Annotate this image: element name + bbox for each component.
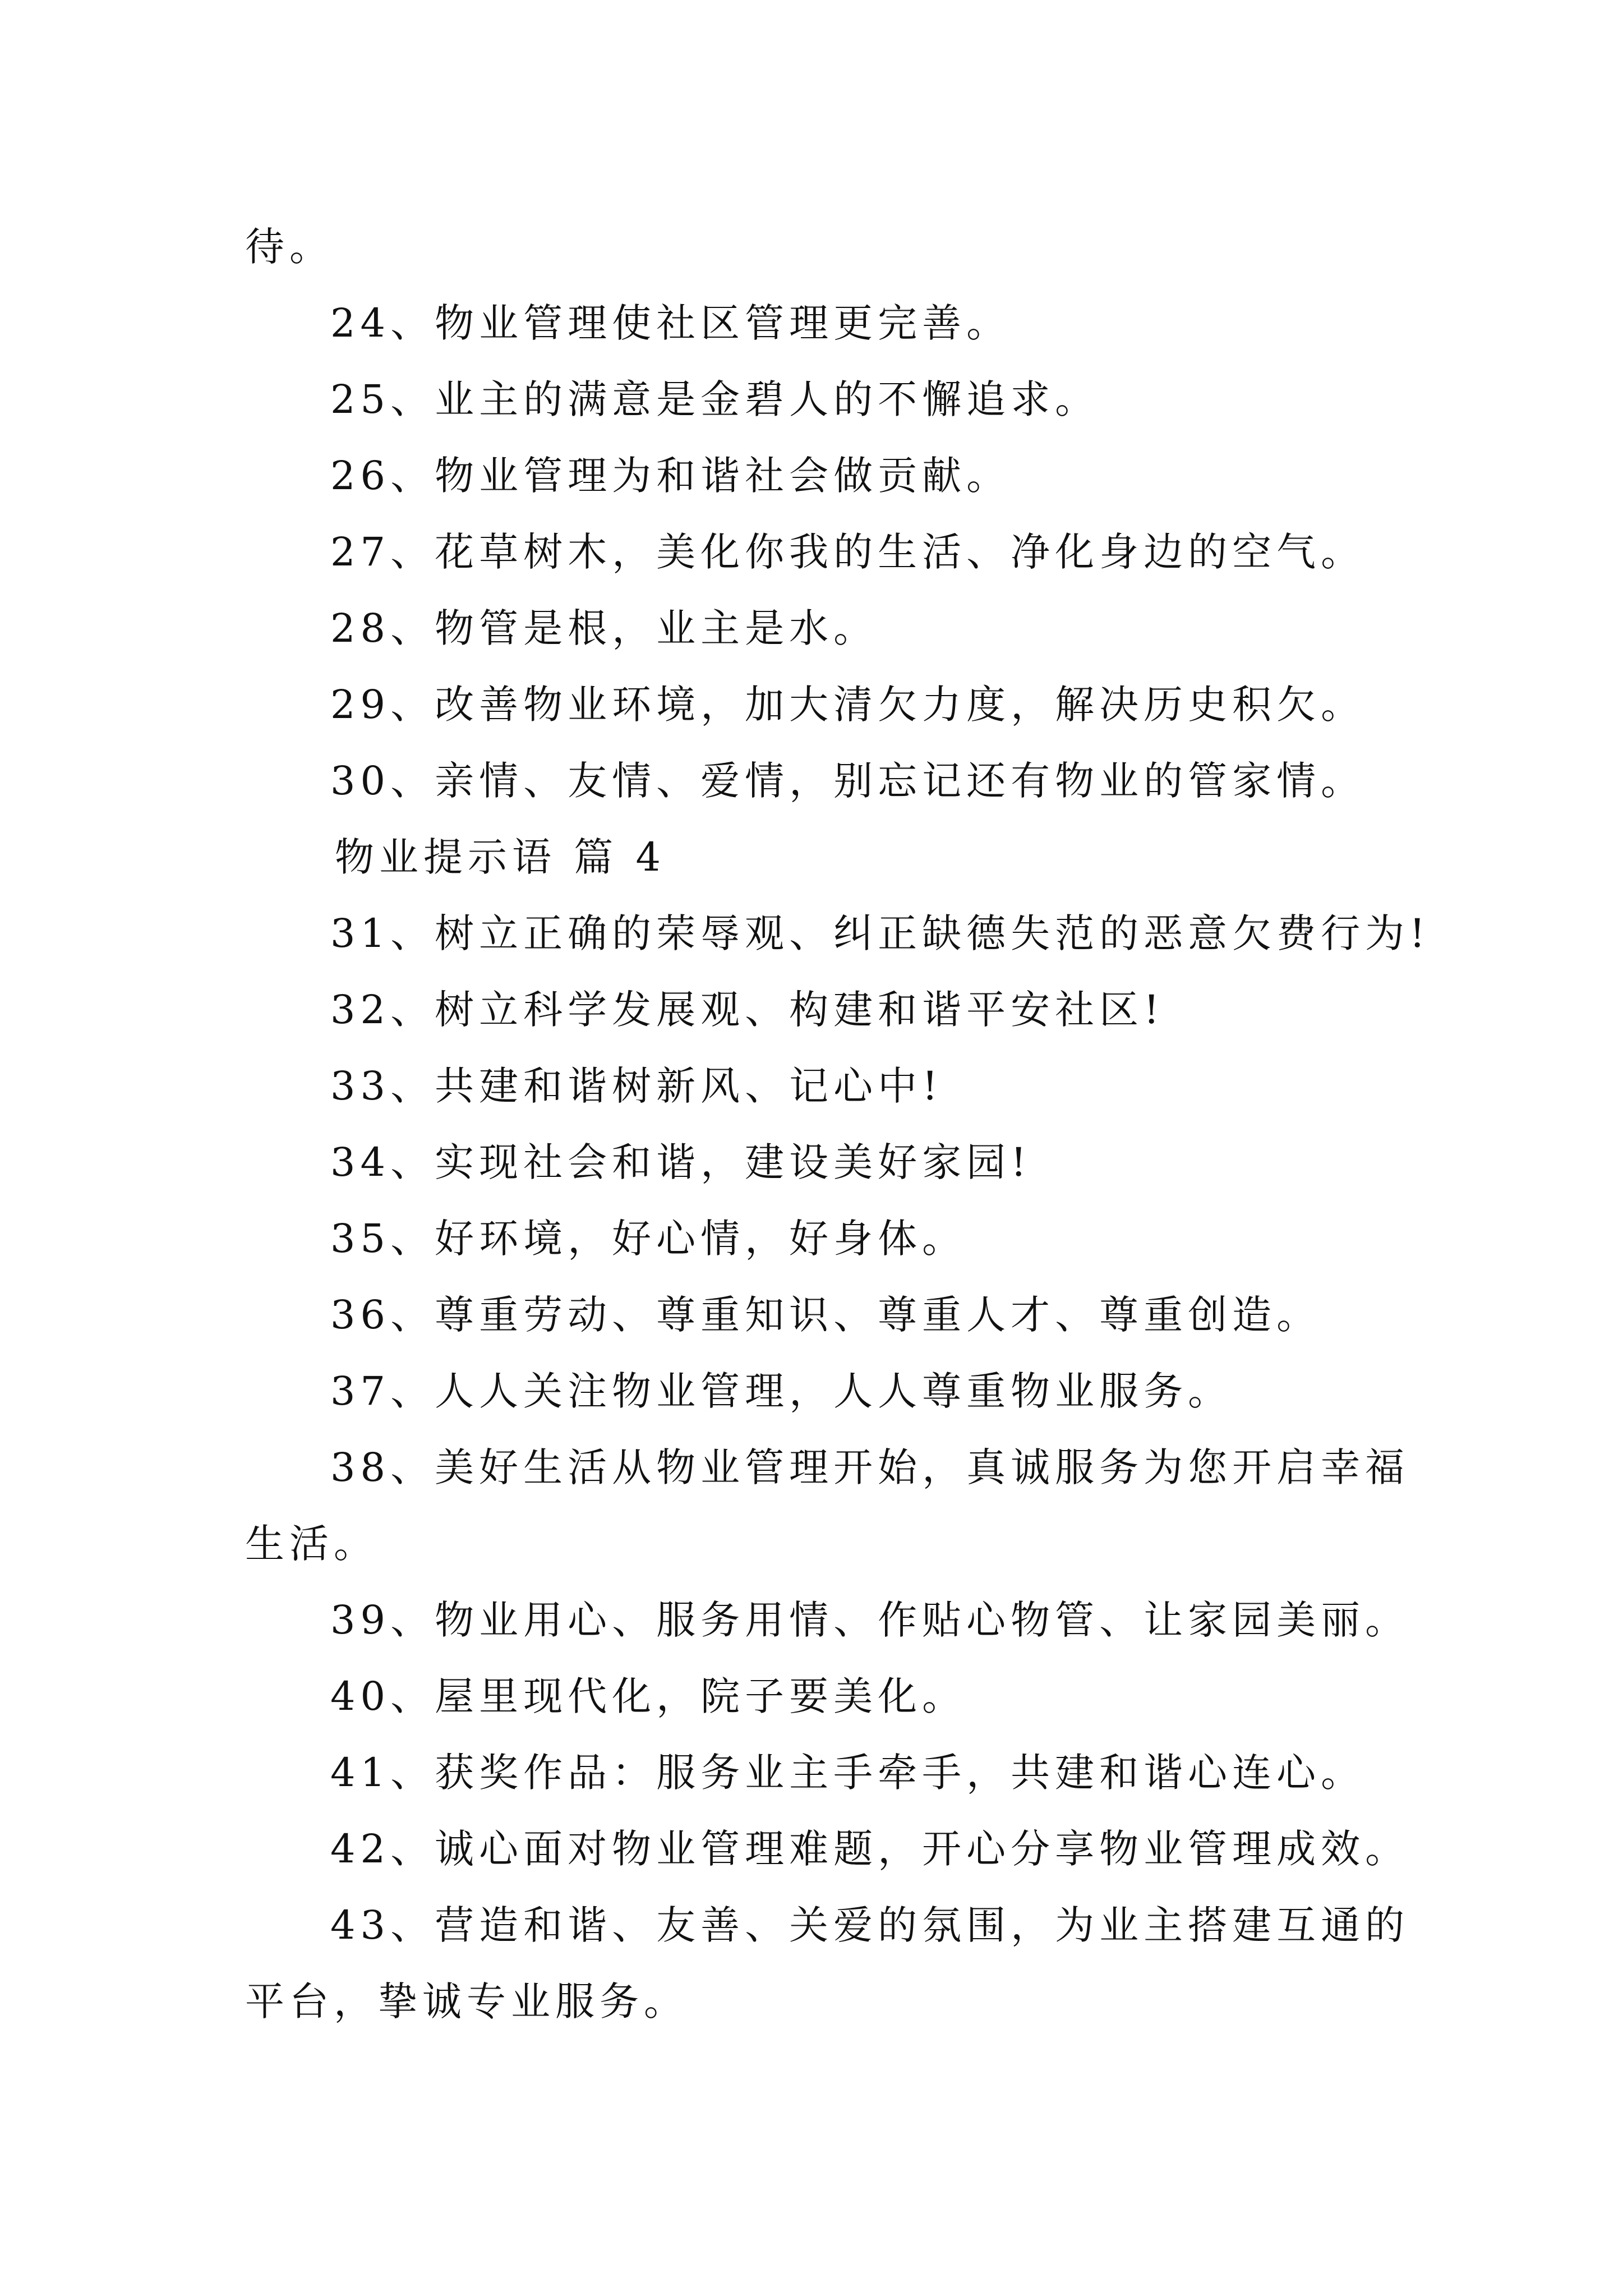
slogan-28: 28、物管是根，业主是水。 — [330, 605, 878, 651]
slogan-27: 27、花草树木，美化你我的生活、净化身边的空气。 — [330, 529, 1366, 575]
slogan-38-continued: 生活。 — [245, 1521, 378, 1567]
slogan-39: 39、物业用心、服务用情、作贴心物管、让家园美丽。 — [330, 1597, 1410, 1643]
document-body — [245, 209, 1431, 2040]
slogan-40: 40、屋里现代化，院子要美化。 — [330, 1673, 967, 1719]
slogan-26: 26、物业管理为和谐社会做贡献。 — [330, 453, 1011, 499]
section-heading: 物业提示语 篇 4 — [335, 834, 666, 880]
slogan-38: 38、美好生活从物业管理开始，真诚服务为您开启幸福 — [330, 1444, 1410, 1490]
slogan-43: 43、营造和谐、友善、关爱的氛围，为业主搭建互通的 — [330, 1902, 1410, 1948]
slogan-29: 29、改善物业环境，加大清欠力度，解决历史积欠。 — [330, 682, 1366, 728]
slogan-33: 33、共建和谐树新风、记心中! — [330, 1063, 943, 1109]
slogan-36: 36、尊重劳动、尊重知识、尊重人才、尊重创造。 — [330, 1292, 1321, 1338]
slogan-37: 37、人人关注物业管理，人人尊重物业服务。 — [330, 1368, 1233, 1414]
slogan-42: 42、诚心面对物业管理难题，开心分享物业管理成效。 — [330, 1826, 1410, 1872]
slogan-30: 30、亲情、友情、爱情，别忘记还有物业的管家情。 — [330, 758, 1366, 804]
slogan-32: 32、树立科学发展观、构建和谐平安社区! — [330, 987, 1165, 1033]
slogan-24: 24、物业管理使社区管理更完善。 — [330, 300, 1011, 346]
slogan-34: 34、实现社会和谐，建设美好家园! — [330, 1139, 1032, 1185]
slogan-31: 31、树立正确的荣辱观、纠正缺德失范的恶意欠费行为! — [330, 910, 1431, 956]
slogan-25: 25、业主的满意是金碧人的不懈追求。 — [330, 376, 1100, 422]
slogan-43-continued: 平台，挚诚专业服务。 — [245, 1978, 688, 2024]
text-line: 待。 — [245, 224, 334, 270]
slogan-35: 35、好环境，好心情，好身体。 — [330, 1216, 967, 1262]
slogan-41: 41、获奖作品：服务业主手牵手，共建和谐心连心。 — [330, 1750, 1366, 1796]
